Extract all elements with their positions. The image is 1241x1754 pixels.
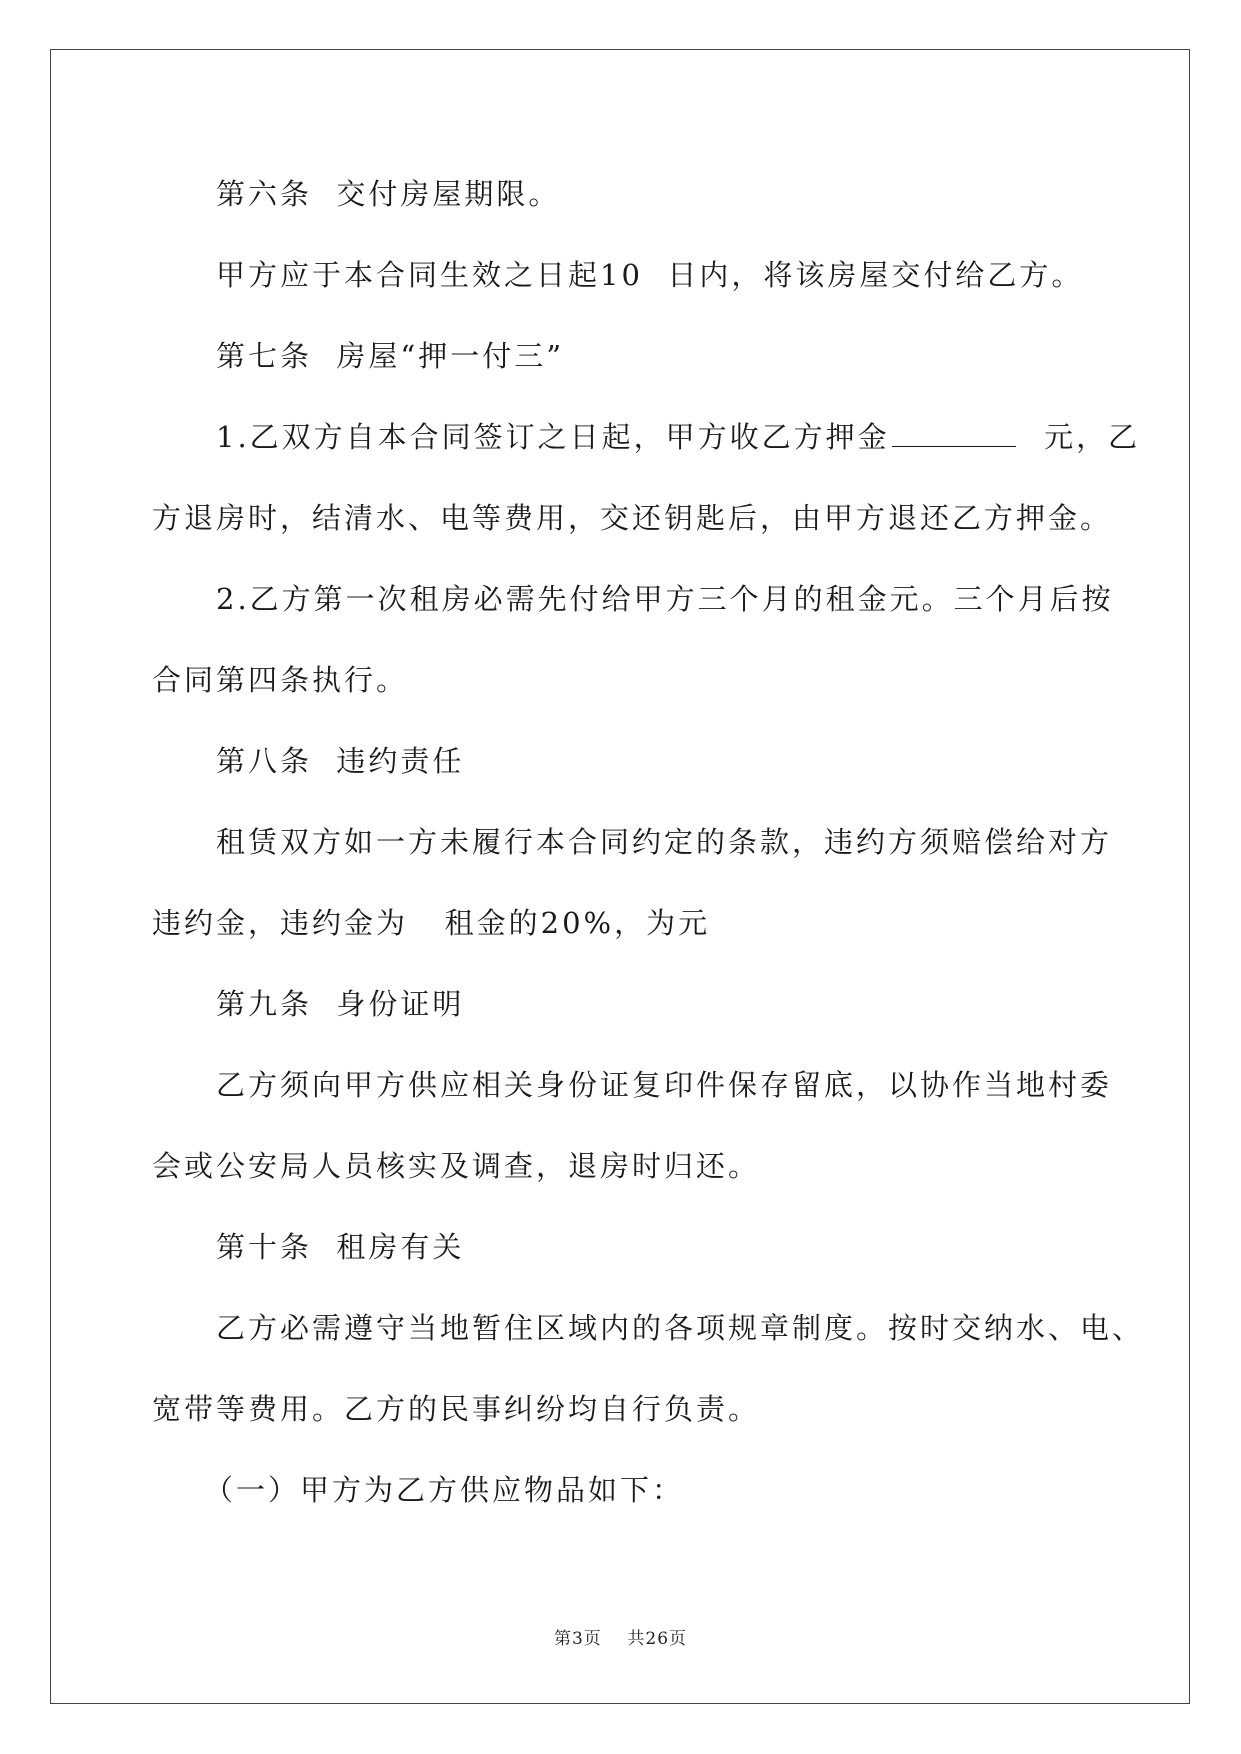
deposit-amount-blank <box>892 420 1016 447</box>
article-7-item-2-line-2: 合同第四条执行。 <box>152 663 409 697</box>
article-7-item-1-text: 1.乙双方自本合同签订之日起，甲方收乙方押金 <box>216 420 890 454</box>
page-border <box>50 49 1190 1704</box>
article-9-body-line-2: 会或公安局人员核实及调查，退房时归还。 <box>152 1149 761 1183</box>
article-10-body-line-1: 乙方必需遵守当地暂住区域内的各项规章制度。按时交纳水、电、 <box>216 1311 1145 1345</box>
article-7-item-2-line-1: 2.乙方第一次租房必需先付给甲方三个月的租金元。三个月后按 <box>216 582 1114 616</box>
article-9-heading: 第九条 身份证明 <box>216 987 465 1021</box>
total-pages-label: 共26页 <box>627 1629 688 1649</box>
article-8-body-line-1: 租赁双方如一方未履行本合同约定的条款，违约方须赔偿给对方 <box>216 825 1113 859</box>
article-8-heading: 第八条 违约责任 <box>216 744 465 778</box>
article-7-heading: 第七条 房屋“押一付三” <box>216 339 565 373</box>
article-10-heading: 第十条 租房有关 <box>216 1230 465 1264</box>
article-7-item-1-line-2: 方退房时，结清水、电等费用，交还钥匙后，由甲方退还乙方押金。 <box>152 501 1113 535</box>
items-list-heading: （一）甲方为乙方供应物品如下： <box>204 1473 685 1507</box>
article-6-heading: 第六条 交付房屋期限。 <box>216 177 561 211</box>
current-page-label: 第3页 <box>553 1629 602 1649</box>
page-number-footer <box>0 1628 1241 1650</box>
article-10-body-line-2: 宽带等费用。乙方的民事纠纷均自行负责。 <box>152 1392 761 1426</box>
article-9-body-line-1: 乙方须向甲方供应相关身份证复印件保存留底，以协作当地村委 <box>216 1068 1113 1102</box>
article-7-item-1-suffix: 元，乙 <box>1019 420 1141 454</box>
article-8-body-line-2: 违约金，违约金为 租金的20%，为元 <box>152 906 711 940</box>
article-7-item-1-line-1 <box>216 420 1140 454</box>
article-6-body: 甲方应于本合同生效之日起10 日内，将该房屋交付给乙方。 <box>216 258 1084 292</box>
